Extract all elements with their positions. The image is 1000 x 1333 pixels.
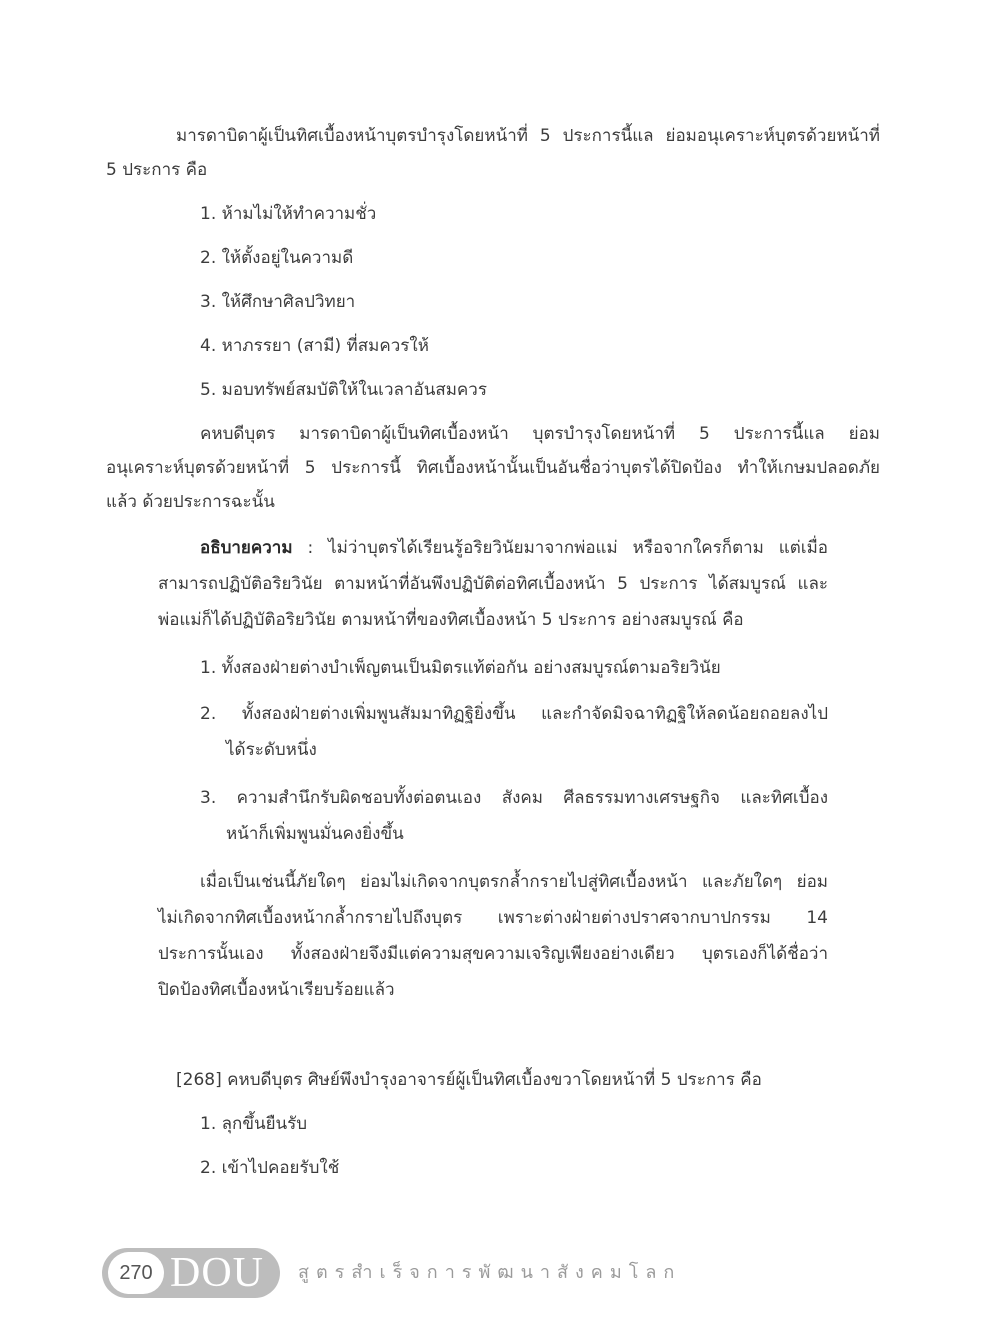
paragraph-1-line-1: มารดาบิดาผู้เป็นทิศเบื้องหน้าบุตรบำรุงโดยหน้าที่ 5 ประการนี้แล ย่อมอนุเคราะห์บุตรด้วยหน้าที่ <box>176 126 880 146</box>
paragraph-3-line-2: ไม่เกิดจากทิศเบื้องหน้ากล้ำกรายไปถึงบุตร เพราะต่างฝ่ายต่างปราศจากบาปกรรม 14 <box>158 908 828 928</box>
list-item: 4. หาภรรยา (สามี) ที่สมควรให้ <box>200 336 429 356</box>
list-item-continuation: หน้าก็เพิ่มพูนมั่นคงยิ่งขึ้น <box>226 824 404 844</box>
paragraph-3-line-3: ประการนั้นเอง ทั้งสองฝ่ายจึงมีแต่ความสุขความเจริญเพียงอย่างเดียว บุตรเองก็ได้ชื่อว่า <box>158 944 828 964</box>
explanation-label: อธิบายความ <box>200 538 293 558</box>
explanation-line-2: สามารถปฏิบัติอริยวินัย ตามหน้าที่อันพึงปฏิบัติต่อทิศเบื้องหน้า 5 ประการ ได้สมบูรณ์ และ <box>158 574 828 594</box>
explanation-line-1-text: : ไม่ว่าบุตรได้เรียนรู้อริยวินัยมาจากพ่อแม่ หรือจากใครก็ตาม แต่เมื่อ <box>292 538 828 558</box>
list-item: 5. มอบทรัพย์สมบัติให้ในเวลาอันสมควร <box>200 380 487 400</box>
paragraph-1-line-2: 5 ประการ คือ <box>106 160 208 180</box>
explanation-line-3: พ่อแม่ก็ได้ปฏิบัติอริยวินัย ตามหน้าที่ของทิศเบื้องหน้า 5 ประการ อย่างสมบูรณ์ คือ <box>158 610 744 630</box>
list-item: 3. ให้ศึกษาศิลปวิทยา <box>200 292 356 312</box>
paragraph-3-line-1: เมื่อเป็นเช่นนี้ภัยใดๆ ย่อมไม่เกิดจากบุตรกล้ำกรายไปสู่ทิศเบื้องหน้า และภัยใดๆ ย่อม <box>200 872 828 892</box>
list-item: 1. ห้ามไม่ให้ทำความชั่ว <box>200 204 377 224</box>
page-number: 270 <box>108 1252 164 1294</box>
list-item: 1. ลุกขึ้นยืนรับ <box>200 1114 308 1134</box>
paragraph-2-line-2: อนุเคราะห์บุตรด้วยหน้าที่ 5 ประการนี้ ทิศเบื้องหน้านั้นเป็นอันชื่อว่าบุตรได้ปิดป้อง ทำให้เกษมปลอดภัย <box>106 458 880 478</box>
dou-logo: DOU <box>170 1250 264 1296</box>
list-item: 3. ความสำนึกรับผิดชอบทั้งต่อตนเอง สังคม ศีลธรรมทางเศรษฐกิจ และทิศเบื้อง <box>200 788 828 808</box>
list-item: 1. ทั้งสองฝ่ายต่างบำเพ็ญตนเป็นมิตรแท้ต่อกัน อย่างสมบูรณ์ตามอริยวินัย <box>200 658 721 678</box>
section-268-heading: [268] คหบดีบุตร ศิษย์พึงบำรุงอาจารย์ผู้เป็นทิศเบื้องขวาโดยหน้าที่ 5 ประการ คือ <box>176 1070 762 1090</box>
list-item: 2. ให้ตั้งอยู่ในความดี <box>200 248 354 268</box>
list-item-continuation: ได้ระดับหนึ่ง <box>226 740 317 760</box>
list-item: 2. ทั้งสองฝ่ายต่างเพิ่มพูนสัมมาทิฏฐิยิ่งขึ้น และกำจัดมิจฉาทิฏฐิให้ลดน้อยถอยลงไป <box>200 704 828 724</box>
paragraph-3-line-4: ปิดป้องทิศเบื้องหน้าเรียบร้อยแล้ว <box>158 980 395 1000</box>
footer-book-title: สูตรสำเร็จการพัฒนาสังคมโลก <box>298 1262 682 1283</box>
explanation-line-1 <box>200 536 828 560</box>
list-item: 2. เข้าไปคอยรับใช้ <box>200 1158 340 1178</box>
paragraph-2-line-1: คหบดีบุตร มารดาบิดาผู้เป็นทิศเบื้องหน้า บุตรบำรุงโดยหน้าที่ 5 ประการนี้แล ย่อม <box>200 424 880 444</box>
paragraph-2-line-3: แล้ว ด้วยประการฉะนั้น <box>106 492 275 512</box>
